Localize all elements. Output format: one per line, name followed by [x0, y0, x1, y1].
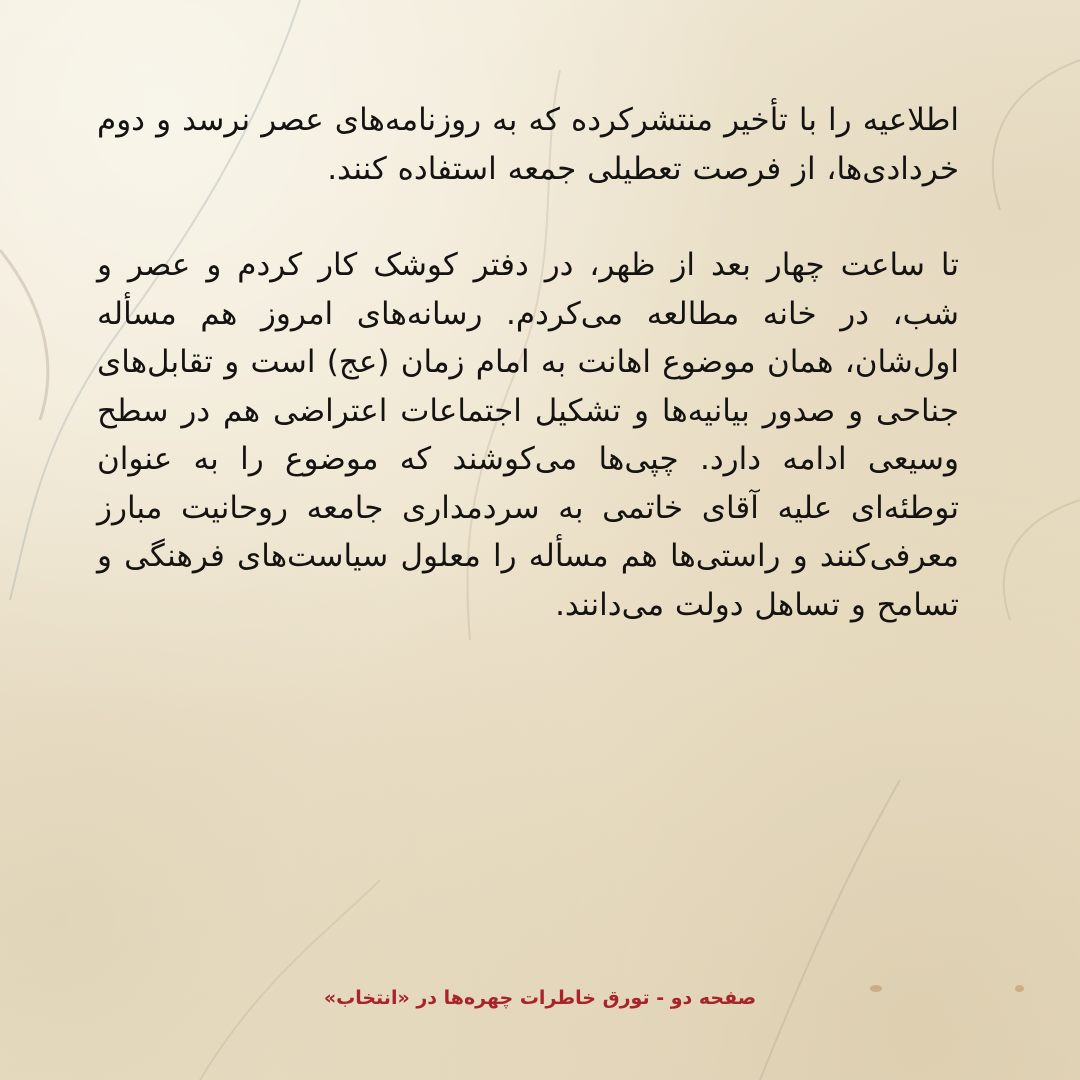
document-body — [97, 96, 959, 629]
paragraph-1: اطلاعیه را با تأخیر منتشرکرده که به روزنامه‌های عصر نرسد و دوم خردادی‌ها، از فرصت تعطیلی جمعه استفاده کنند. — [97, 102, 959, 187]
paragraph-2: تا ساعت چهار بعد از ظهر، در دفتر کوشک کار کردم و عصر و شب، در خانه مطالعه می‌کردم. رسانه‌های امروز هم مسأله اول‌شان، همان موضوع اهانت به امام زمان (عج) است و تقابل‌های جناحی و صدور بیانیه‌ها و تشکیل اجتماعات اعتراضی هم در سطح وسیعی ادامه دارد. چپی‌ها می‌کوشند که موضوع را به عنوان توطئه‌ای علیه آقای خاتمی به سردمداری جامعه روحانیت مبارز معرفی‌کنند و راستی‌ها هم مسأله را معلول سیاست‌های فرهنگی و تسامح و تساهل دولت می‌دانند. — [97, 247, 959, 623]
source-caption: صفحه دو - تورق خاطرات چهره‌ها در «انتخاب» — [323, 987, 757, 1009]
